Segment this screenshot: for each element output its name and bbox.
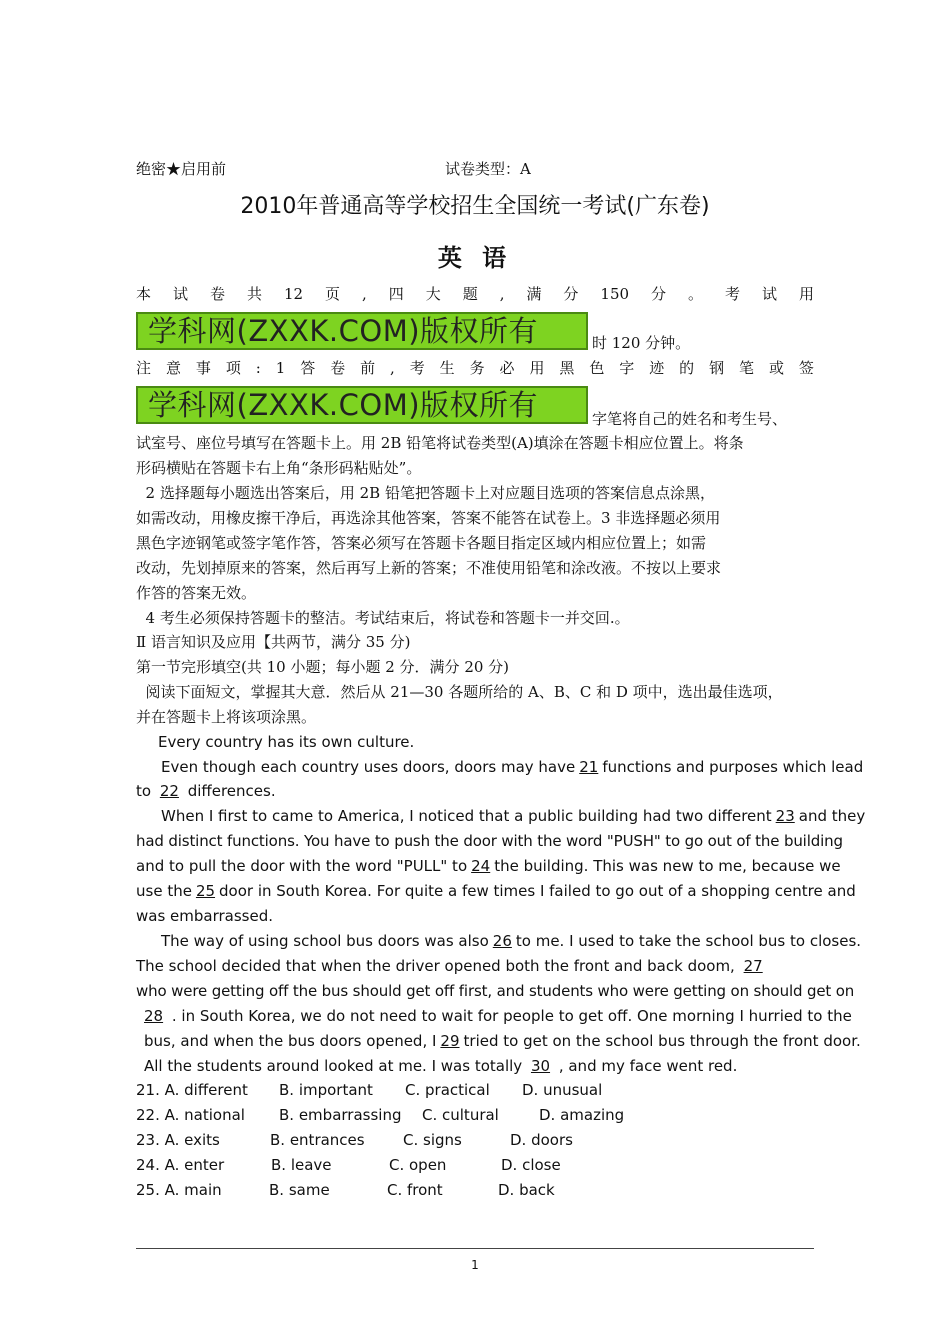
passage-text: to (136, 782, 152, 800)
passage-line (136, 856, 841, 876)
paper-type-label: 试卷类型：A (445, 160, 531, 178)
intro-char: 考 (724, 285, 740, 303)
intro-char: 试 (172, 285, 188, 303)
intro-char: , (499, 285, 505, 303)
option-a: 23. A. exits (136, 1131, 220, 1149)
option-a: 21. A. different (136, 1081, 248, 1099)
intro-char: 签 (798, 359, 814, 377)
passage-line (136, 931, 862, 951)
intro-text-line: 作答的答案无效。 (136, 584, 257, 602)
passage-text: Even though each country uses doors, doors may have (161, 758, 576, 776)
passage-text: use the (136, 882, 192, 900)
passage-text: The school decided that when the driver opened both the front and back doom, (136, 957, 735, 975)
blank-28: 28 (144, 1007, 164, 1025)
option-c: C. cultural (422, 1106, 499, 1124)
option-d: D. doors (510, 1131, 573, 1149)
option-c: C. practical (405, 1081, 490, 1099)
intro-char: 钢 (709, 359, 725, 377)
option-a: 25. A. main (136, 1181, 222, 1199)
option-c: C. front (387, 1181, 443, 1199)
watermark-stamp-1: 学科网(ZXXK.COM)版权所有 (136, 312, 588, 350)
intro-char: 四 (388, 285, 404, 303)
intro-char: 用 (529, 359, 545, 377)
intro-char: 黑 (559, 359, 575, 377)
passage-line (136, 1031, 861, 1051)
option-d: D. close (501, 1156, 561, 1174)
intro-char: 字 (619, 359, 635, 377)
intro-char: 150 (600, 285, 630, 303)
subject-title: 英 语 (437, 243, 513, 272)
intro-char: 必 (499, 359, 515, 377)
option-b: B. important (279, 1081, 373, 1099)
option-d: D. unusual (522, 1081, 603, 1099)
section-part1-title: 第一节完形填空(共 10 小题；每小题 2 分．满分 20 分) (136, 658, 510, 676)
option-a: 22. A. national (136, 1106, 245, 1124)
intro-char: 生 (439, 359, 455, 377)
intro-text-line: 2 选择题每小题选出答案后，用 2B 铅笔把答题卡上对应题目选项的答案信息点涂黑， (136, 484, 715, 502)
intro-text-line: 4 考生必须保持答题卡的整洁。考试结束后，将试卷和答题卡一并交回.。 (136, 609, 630, 627)
intro-char: 前 (360, 359, 376, 377)
section-part2: Ⅱ 语言知识及应用【共两节，满分 35 分) (136, 633, 411, 651)
passage-text: functions and purposes which lead (602, 758, 864, 776)
blank-27: 27 (743, 957, 763, 975)
passage-line (136, 806, 866, 826)
page-number: 1 (471, 1258, 479, 1272)
blank-25: 25 (195, 882, 216, 900)
option-d: D. back (498, 1181, 555, 1199)
section-instruction-2: 并在答题卡上将该项涂黑。 (136, 708, 317, 726)
intro-char: 分 (651, 285, 667, 303)
intro-char: 考 (409, 359, 425, 377)
passage-text: differences. (187, 782, 276, 800)
passage-line (136, 956, 814, 976)
intro-char: 卷 (330, 359, 346, 377)
blank-29: 29 (440, 1032, 460, 1050)
passage-text: and to pull the door with the word "PULL" to (136, 857, 468, 875)
intro-line-2-tail: 字笔将自己的姓名和考生号、 (592, 410, 788, 428)
section-instruction-1: 阅读下面短文，掌握其大意．然后从 21—30 各题所给的 A、B、C 和 D 项中，选出最佳选项， (136, 683, 783, 701)
option-a: 24. A. enter (136, 1156, 225, 1174)
passage-text: bus, and when the bus doors opened, I (144, 1032, 437, 1050)
passage-text: All the students around looked at me. I was totally (144, 1057, 523, 1075)
blank-21: 21 (579, 758, 599, 776)
intro-char: 迹 (649, 359, 665, 377)
intro-line-1-tail: 时 120 分钟。 (592, 334, 691, 352)
passage-text: the building. This was new to me, because we (494, 857, 841, 875)
confidential-label: 绝密★启用前 (136, 160, 227, 178)
intro-line-2 (136, 358, 814, 378)
intro-char: 项 (225, 359, 241, 377)
intro-char: , (361, 285, 367, 303)
intro-char: 本 (136, 285, 152, 303)
passage-line (136, 1006, 852, 1026)
intro-char: 12 (283, 285, 304, 303)
option-b: B. entrances (270, 1131, 365, 1149)
blank-23: 23 (775, 807, 795, 825)
intro-char: 。 (688, 285, 704, 303)
intro-char: 分 (563, 285, 579, 303)
option-b: B. leave (271, 1156, 332, 1174)
blank-26: 26 (492, 932, 512, 950)
intro-char: 笔 (739, 359, 755, 377)
intro-char: 题 (462, 285, 478, 303)
intro-text-line: 形码横贴在答题卡右上角“条形码粘贴处”。 (136, 459, 422, 477)
passage-line (136, 757, 864, 777)
passage-text: door in South Korea. For quite a few times I failed to go out of a shopping centre and (219, 882, 856, 900)
passage-text: to me. I used to take the school bus to closes. (515, 932, 862, 950)
passage-paragraph-1: Every country has its own culture. (158, 733, 415, 751)
intro-char: : (255, 359, 261, 377)
option-c: C. signs (403, 1131, 462, 1149)
intro-char: 共 (246, 285, 262, 303)
intro-text-line: 试室号、座位号填写在答题卡上。用 2B 铅笔将试卷类型(A)填涂在答题卡相应位置上。将条 (136, 434, 744, 452)
exam-title: 2010年普通高等学校招生全国统一考试(广东卷) (240, 194, 710, 219)
option-b: B. embarrassing (279, 1106, 402, 1124)
intro-char: 务 (469, 359, 485, 377)
intro-char: 色 (589, 359, 605, 377)
option-b: B. same (269, 1181, 330, 1199)
intro-char: 意 (165, 359, 181, 377)
intro-text-line: 黑色字迹钢笔或签字笔作答，答案必须写在答题卡各题目指定区域内相应位置上；如需 (136, 534, 707, 552)
header-line (136, 159, 814, 179)
intro-text-line: 如需改动，用橡皮擦干净后，再选涂其他答案，答案不能答在试卷上。3 非选择题必须用 (136, 509, 721, 527)
passage-line (136, 781, 814, 801)
passage-text: was embarrassed. (136, 907, 274, 925)
intro-char: 卷 (209, 285, 225, 303)
passage-line (136, 1056, 814, 1076)
passage-text: . in South Korea, we do not need to wait for people to get off. One morning I hurried to the (171, 1007, 852, 1025)
intro-char: 满 (526, 285, 542, 303)
passage-text: had distinct functions. You have to push the door with the word "PUSH" to go out of the building (136, 832, 843, 850)
intro-char: 页 (325, 285, 341, 303)
intro-char: 答 (300, 359, 316, 377)
intro-char: 或 (768, 359, 784, 377)
footer-divider (136, 1248, 814, 1249)
passage-text: The way of using school bus doors was also (161, 932, 489, 950)
intro-char: 注 (136, 359, 152, 377)
intro-char: , (390, 359, 395, 377)
blank-22: 22 (159, 782, 179, 800)
intro-char: 试 (761, 285, 777, 303)
intro-text-line: 改动，先划掉原来的答案，然后再写上新的答案；不准使用铅笔和涂改液。不按以上要求 (136, 559, 722, 577)
passage-text: , and my face went red. (558, 1057, 738, 1075)
intro-char: 用 (798, 285, 814, 303)
watermark-stamp-2: 学科网(ZXXK.COM)版权所有 (136, 386, 588, 424)
option-d: D. amazing (539, 1106, 625, 1124)
blank-30: 30 (530, 1057, 551, 1075)
passage-text: When I first to came to America, I noticed that a public building had two different (161, 807, 772, 825)
passage-text: tried to get on the school bus through the front door. (463, 1032, 861, 1050)
option-c: C. open (389, 1156, 447, 1174)
intro-char: 大 (425, 285, 441, 303)
passage-line (136, 881, 856, 901)
blank-24: 24 (471, 857, 491, 875)
passage-text: and they (798, 807, 866, 825)
intro-char: 的 (679, 359, 695, 377)
intro-line-1 (136, 284, 814, 304)
intro-char: 1 (275, 359, 286, 377)
intro-char: 事 (195, 359, 211, 377)
passage-text: who were getting off the bus should get off first, and students who were getting on should get on (136, 982, 855, 1000)
